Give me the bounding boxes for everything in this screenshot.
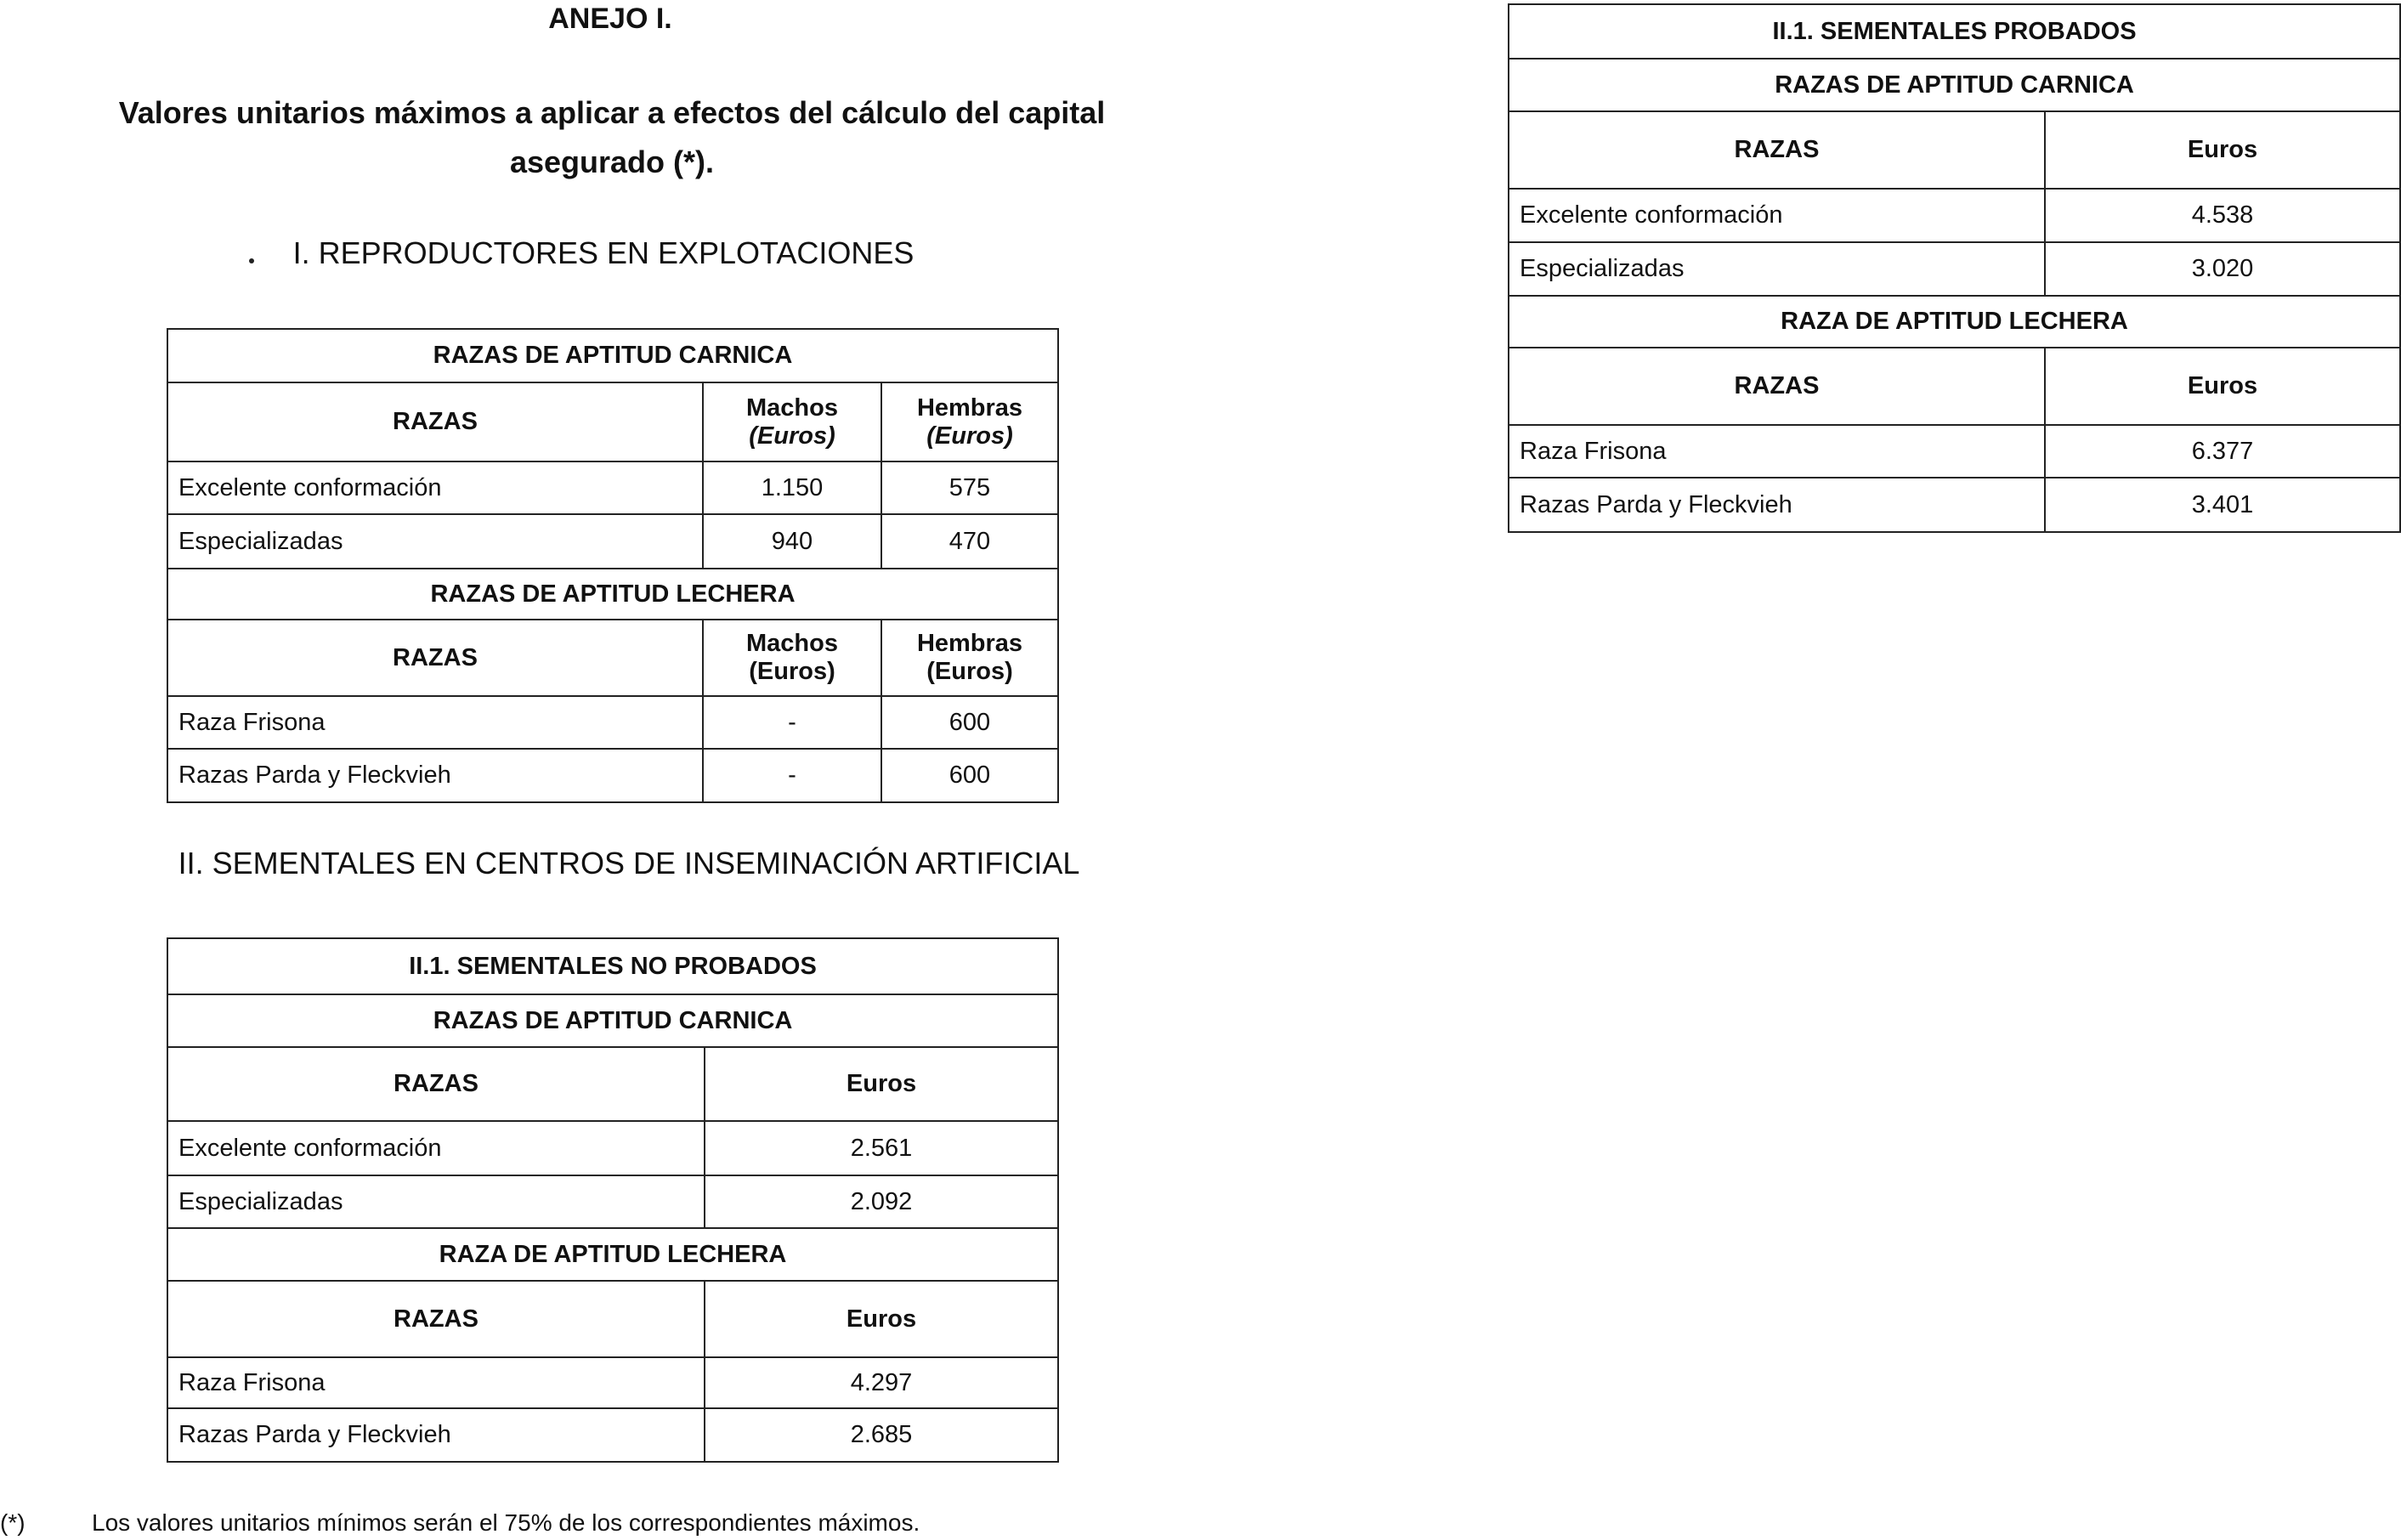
column-header-euros: Euros bbox=[705, 1281, 1058, 1357]
hembras-value: 575 bbox=[881, 461, 1058, 514]
row-label: Raza Frisona bbox=[1509, 425, 2045, 478]
table-section-title: RAZA DE APTITUD LECHERA bbox=[167, 1228, 1058, 1281]
column-header-razas: RAZAS bbox=[167, 382, 703, 461]
table-section-title: RAZAS DE APTITUD CARNICA bbox=[1509, 59, 2400, 111]
hembras-value: 600 bbox=[881, 696, 1058, 749]
footnote-mark: (*) bbox=[0, 1509, 25, 1536]
table-row bbox=[167, 696, 1058, 749]
sementales-probados-table bbox=[1508, 3, 2401, 533]
column-header-machos: Machos (Euros) bbox=[703, 382, 881, 461]
annex-title: ANEJO I. bbox=[548, 3, 672, 35]
column-header-euros: Euros bbox=[2045, 111, 2400, 189]
row-label: Especializadas bbox=[167, 514, 703, 569]
euros-value: 2.561 bbox=[705, 1121, 1058, 1175]
machos-value: 940 bbox=[703, 514, 881, 569]
machos-value: 1.150 bbox=[703, 461, 881, 514]
table-row bbox=[167, 1357, 1058, 1408]
table-row bbox=[1509, 425, 2400, 478]
reproductores-table bbox=[167, 328, 1059, 803]
document-subtitle: Valores unitarios máximos a aplicar a efectos del cálculo del capital asegurado (*). bbox=[118, 95, 1106, 179]
euros-value: 2.685 bbox=[705, 1408, 1058, 1462]
table-row bbox=[167, 1121, 1058, 1175]
footnote-text: Los valores unitarios mínimos serán el 75% de los correspondientes máximos. bbox=[92, 1509, 920, 1536]
table-row bbox=[1509, 189, 2400, 242]
table-title: II.1. SEMENTALES PROBADOS bbox=[1509, 4, 2400, 59]
hembras-value: 470 bbox=[881, 514, 1058, 569]
column-header-euros: Euros bbox=[2045, 348, 2400, 425]
column-header-razas: RAZAS bbox=[1509, 111, 2045, 189]
table-row bbox=[167, 749, 1058, 802]
column-header-euros: Euros bbox=[705, 1047, 1058, 1121]
euros-value: 4.297 bbox=[705, 1357, 1058, 1408]
column-header-hembras: Hembras (Euros) bbox=[881, 620, 1058, 696]
row-label: Especializadas bbox=[1509, 242, 2045, 296]
table-row bbox=[167, 514, 1058, 569]
sementales-no-probados-table bbox=[167, 937, 1059, 1463]
row-label: Razas Parda y Fleckvieh bbox=[1509, 478, 2045, 532]
row-label: Especializadas bbox=[167, 1175, 705, 1228]
euros-value: 3.401 bbox=[2045, 478, 2400, 532]
table-row bbox=[167, 1408, 1058, 1462]
column-header-razas: RAZAS bbox=[167, 1281, 705, 1357]
row-label: Excelente conformación bbox=[1509, 189, 2045, 242]
column-header-razas: RAZAS bbox=[167, 1047, 705, 1121]
column-header-hembras: Hembras (Euros) bbox=[881, 382, 1058, 461]
column-header-machos: Machos (Euros) bbox=[703, 620, 881, 696]
table-row bbox=[1509, 242, 2400, 296]
table-row bbox=[167, 1175, 1058, 1228]
section-1-heading: I. REPRODUCTORES EN EXPLOTACIONES bbox=[292, 235, 915, 270]
machos-value: - bbox=[703, 749, 881, 802]
row-label: Razas Parda y Fleckvieh bbox=[167, 1408, 705, 1462]
table-section-title: RAZA DE APTITUD LECHERA bbox=[1509, 296, 2400, 348]
row-label: Raza Frisona bbox=[167, 1357, 705, 1408]
column-header-razas: RAZAS bbox=[1509, 348, 2045, 425]
hembras-value: 600 bbox=[881, 749, 1058, 802]
table-section-title: RAZAS DE APTITUD LECHERA bbox=[167, 569, 1058, 620]
section-2-heading: II. SEMENTALES EN CENTROS DE INSEMINACIÓN ARTIFICIAL bbox=[178, 846, 1080, 880]
euros-value: 6.377 bbox=[2045, 425, 2400, 478]
table-title: II.1. SEMENTALES NO PROBADOS bbox=[167, 938, 1058, 994]
table-section-title: RAZAS DE APTITUD CARNICA bbox=[167, 994, 1058, 1047]
table-row bbox=[1509, 478, 2400, 532]
row-label: Raza Frisona bbox=[167, 696, 703, 749]
row-label: Excelente conformación bbox=[167, 461, 703, 514]
euros-value: 2.092 bbox=[705, 1175, 1058, 1228]
row-label: Razas Parda y Fleckvieh bbox=[167, 749, 703, 802]
column-header-razas: RAZAS bbox=[167, 620, 703, 696]
row-label: Excelente conformación bbox=[167, 1121, 705, 1175]
euros-value: 3.020 bbox=[2045, 242, 2400, 296]
machos-value: - bbox=[703, 696, 881, 749]
euros-value: 4.538 bbox=[2045, 189, 2400, 242]
table-section-title: RAZAS DE APTITUD CARNICA bbox=[167, 329, 1058, 382]
table-row bbox=[167, 461, 1058, 514]
